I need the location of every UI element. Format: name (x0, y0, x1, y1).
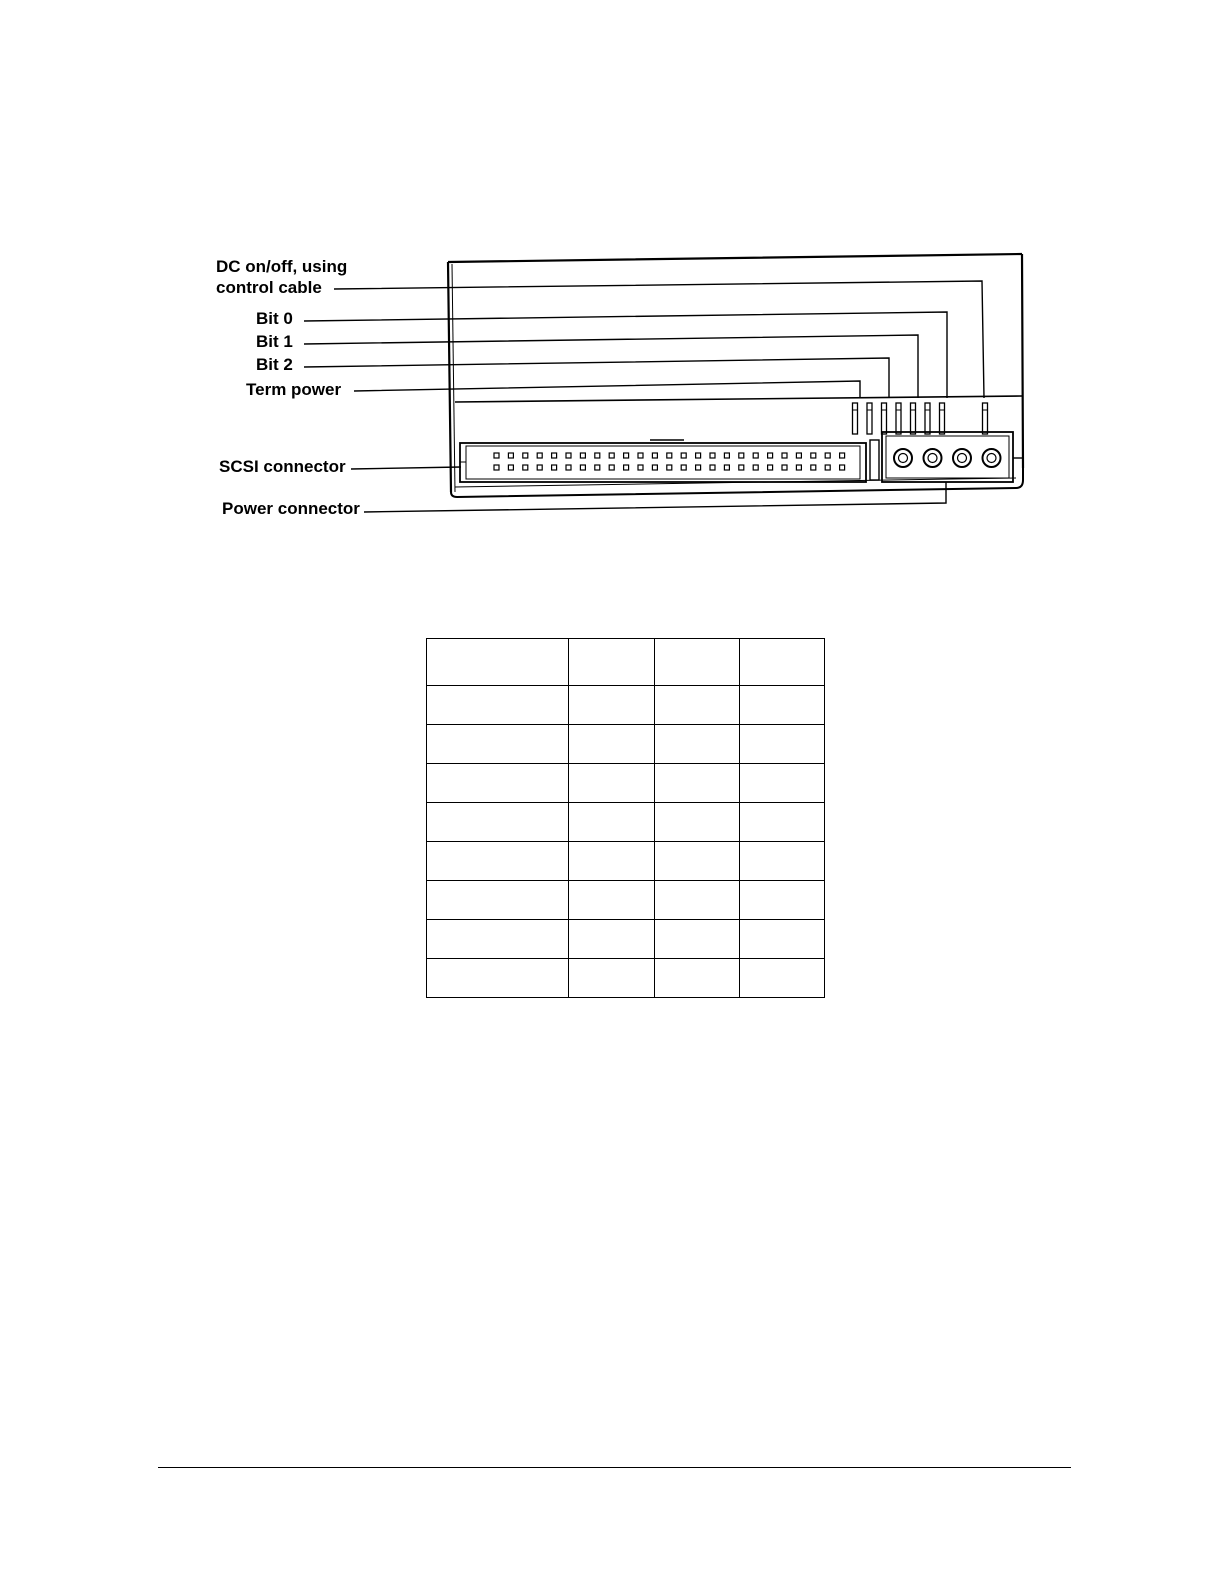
table-cell (740, 842, 825, 881)
leader-scsi-connector (351, 467, 461, 469)
scsi-pin (681, 453, 686, 458)
scsi-pin (811, 453, 816, 458)
jumper-settings-table (426, 638, 825, 998)
table-cell (655, 803, 740, 842)
scsi-pin (508, 453, 513, 458)
table-cell (427, 686, 569, 725)
table-cell (740, 686, 825, 725)
scsi-pin (667, 465, 672, 470)
label-bit-0: Bit 0 (256, 309, 293, 328)
table-row (427, 881, 825, 920)
power-pins (894, 449, 1001, 467)
scsi-pin (768, 465, 773, 470)
scsi-pin (825, 465, 830, 470)
jumper-pin (983, 403, 988, 434)
label-power-connector: Power connector (222, 499, 360, 518)
table-row (427, 959, 825, 998)
table-cell (740, 803, 825, 842)
table-cell (427, 881, 569, 920)
scsi-pin (796, 465, 801, 470)
jumper-pin-block (853, 403, 988, 434)
scsi-pin (595, 453, 600, 458)
table-cell (427, 959, 569, 998)
table-cell (427, 725, 569, 764)
jumper-pin (882, 403, 887, 434)
table-cell (740, 881, 825, 920)
table-cell (740, 725, 825, 764)
scsi-pin (609, 453, 614, 458)
scsi-pin (840, 465, 845, 470)
scsi-pin (696, 453, 701, 458)
power-pin (924, 449, 942, 467)
table-cell (655, 842, 740, 881)
scsi-pin (696, 465, 701, 470)
jumper-pin (940, 403, 945, 434)
jumper-pin (911, 403, 916, 434)
table-row (427, 920, 825, 959)
table-cell (655, 764, 740, 803)
scsi-pin (552, 465, 557, 470)
table-cell (569, 881, 655, 920)
table-cell (569, 725, 655, 764)
scsi-pin (710, 465, 715, 470)
scsi-pin (609, 465, 614, 470)
table-cell (569, 842, 655, 881)
scsi-pin (840, 453, 845, 458)
scsi-pin (652, 453, 657, 458)
scsi-pin (523, 465, 528, 470)
leader-bit-2 (304, 358, 889, 398)
label-scsi-connector: SCSI connector (219, 457, 346, 476)
table-cell (569, 764, 655, 803)
table-cell (655, 686, 740, 725)
scsi-pin (537, 453, 542, 458)
scsi-pin (796, 453, 801, 458)
scsi-pin (768, 453, 773, 458)
table-cell (740, 639, 825, 686)
label-bit-2: Bit 2 (256, 355, 293, 374)
scsi-pin (724, 453, 729, 458)
jumper-pin (896, 403, 901, 434)
table-cell (427, 764, 569, 803)
scsi-pin (638, 465, 643, 470)
scsi-pin (753, 465, 758, 470)
scsi-pin (753, 453, 758, 458)
table-cell (427, 803, 569, 842)
table-cell (655, 959, 740, 998)
scsi-pin (580, 453, 585, 458)
table-cell (740, 764, 825, 803)
drive-rear-panel-diagram (0, 0, 1224, 600)
power-connector (882, 432, 1013, 482)
scsi-pin (739, 453, 744, 458)
table-cell (427, 920, 569, 959)
table-cell (569, 686, 655, 725)
scsi-pin (580, 465, 585, 470)
scsi-pin (537, 465, 542, 470)
scsi-pin-grid (494, 453, 845, 470)
table-cell (655, 920, 740, 959)
jumper-pin (867, 403, 872, 434)
scsi-pin (681, 465, 686, 470)
table-cell (569, 639, 655, 686)
table-cell (655, 725, 740, 764)
label-dc-on-off-line2: control cable (216, 278, 322, 297)
table-cell (569, 920, 655, 959)
table-cell (740, 959, 825, 998)
power-pin (953, 449, 971, 467)
scsi-pin (638, 453, 643, 458)
scsi-pin (710, 453, 715, 458)
table-cell (740, 920, 825, 959)
scsi-pin (652, 465, 657, 470)
scsi-pin (624, 453, 629, 458)
table-row (427, 725, 825, 764)
leader-bit-1 (304, 335, 918, 398)
jumper-pin (925, 403, 930, 434)
scsi-pin (739, 465, 744, 470)
scsi-pin (724, 465, 729, 470)
table-cell (427, 639, 569, 686)
leader-dc-on-off (334, 281, 984, 398)
leader-term-power (354, 381, 860, 398)
label-term-power: Term power (246, 380, 342, 399)
scsi-pin (667, 453, 672, 458)
scsi-pin (782, 453, 787, 458)
scsi-pin (825, 453, 830, 458)
label-dc-on-off-line1: DC on/off, using (216, 257, 348, 276)
scsi-pin (523, 453, 528, 458)
scsi-pin (811, 465, 816, 470)
scsi-pin (552, 453, 557, 458)
table-cell (655, 639, 740, 686)
scsi-pin (566, 453, 571, 458)
table-row (427, 803, 825, 842)
scsi-pin (595, 465, 600, 470)
connector-separator (870, 440, 879, 480)
scsi-pin (566, 465, 571, 470)
table-header-row (427, 639, 825, 686)
scsi-pin (494, 465, 499, 470)
table-row (427, 686, 825, 725)
table-cell (569, 803, 655, 842)
table-cell (655, 881, 740, 920)
scsi-connector (460, 440, 866, 482)
table-cell (427, 842, 569, 881)
jumper-pin (853, 403, 858, 434)
table-row (427, 842, 825, 881)
scsi-pin (508, 465, 513, 470)
table-row (427, 764, 825, 803)
label-bit-1: Bit 1 (256, 332, 293, 351)
power-pin (983, 449, 1001, 467)
scsi-pin (624, 465, 629, 470)
table-cell (569, 959, 655, 998)
scsi-pin (494, 453, 499, 458)
callout-labels (216, 257, 360, 518)
footer-rule (158, 1467, 1071, 1468)
power-pin (894, 449, 912, 467)
scsi-pin (782, 465, 787, 470)
